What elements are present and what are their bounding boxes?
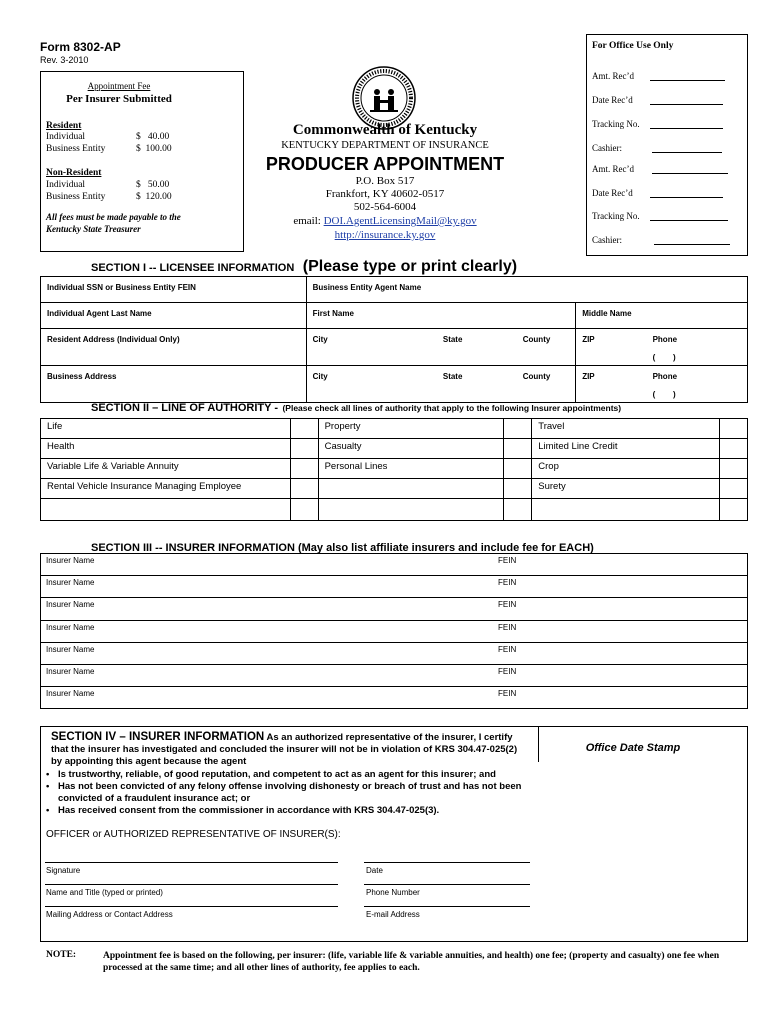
phone-number-label: Phone Number	[366, 888, 420, 897]
loa-checkbox[interactable]	[290, 499, 318, 521]
agency-email-row	[245, 215, 525, 227]
loa-checkbox[interactable]	[719, 459, 747, 479]
tracking-no-2-label: Tracking No.	[592, 211, 640, 221]
loa-row	[41, 499, 748, 521]
nonresident-business-fee: $ 120.00	[136, 192, 172, 202]
amt-recd-2-label: Amt. Rec’d	[592, 164, 634, 174]
kentucky-state-seal-icon	[352, 66, 416, 130]
business-phone-label: Phone	[652, 372, 678, 381]
tracking-no-1-label: Tracking No.	[592, 119, 640, 129]
licensee-table	[40, 276, 748, 403]
date-recd-1-label: Date Rec’d	[592, 95, 633, 105]
loa-row	[41, 419, 748, 439]
nonresident-individual-label: Individual	[46, 180, 86, 190]
loa-checkbox[interactable]	[290, 459, 318, 479]
loa-label-cell: Limited Line Credit	[532, 439, 720, 459]
insurer-fein-field[interactable]: FEIN	[498, 578, 517, 587]
loa-row	[41, 459, 748, 479]
entity-agent-name-field[interactable]	[306, 277, 747, 303]
amt-recd-2-line[interactable]	[652, 173, 728, 174]
insurer-name-field[interactable]: Insurer Name	[46, 689, 95, 698]
fee-subtitle: Per Insurer Submitted	[66, 93, 172, 105]
business-address-field[interactable]	[41, 366, 307, 403]
date-recd-2-label: Date Rec’d	[592, 188, 633, 198]
loa-checkbox[interactable]	[504, 499, 532, 521]
loa-label-cell	[41, 499, 291, 521]
loa-label-cell	[532, 499, 720, 521]
middle-name-label: Middle Name	[582, 309, 632, 318]
insurer-box	[40, 553, 748, 709]
office-date-stamp-label: Office Date Stamp	[585, 742, 681, 754]
section-1-title: SECTION I -- LICENSEE INFORMATION	[91, 262, 295, 274]
loa-label-cell: Personal Lines	[318, 459, 504, 479]
bullet-item: • Has received consent from the commissioner in accordance with KRS 304.47-025(3).	[46, 805, 532, 817]
loa-label-cell: Crop	[532, 459, 720, 479]
resident-label: Resident	[46, 121, 82, 131]
resident-address-label: Resident Address (Individual Only)	[47, 335, 180, 344]
amt-recd-1-line[interactable]	[650, 80, 725, 81]
section-1-instruction: (Please type or print clearly)	[302, 258, 518, 275]
office-use-title: For Office Use Only	[592, 41, 674, 51]
nonresident-individual-fee: $ 50.00	[136, 180, 170, 190]
insurer-row-divider	[41, 575, 747, 576]
email-label: email:	[293, 215, 321, 227]
loa-checkbox[interactable]	[504, 479, 532, 499]
tracking-no-2-line[interactable]	[650, 220, 728, 221]
business-phone-paren: ( )	[652, 390, 676, 399]
form-title: PRODUCER APPOINTMENT	[265, 154, 505, 174]
business-county-label: County	[522, 372, 551, 381]
agency-po-box: P.O. Box 517	[355, 175, 415, 187]
mailing-address-line[interactable]	[45, 906, 338, 907]
loa-label-cell	[318, 499, 504, 521]
business-phone-field[interactable]	[647, 366, 748, 403]
ssn-fein-label: Individual SSN or Business Entity FEIN	[47, 283, 196, 292]
loa-checkbox[interactable]	[290, 419, 318, 439]
business-city-label: City	[312, 372, 328, 381]
section-4-title: SECTION IV – INSURER INFORMATION	[51, 731, 265, 743]
note-label: NOTE:	[46, 950, 77, 960]
section-4-bullets	[46, 769, 532, 817]
resident-business-label: Business Entity	[46, 144, 106, 154]
section-1-heading	[91, 258, 517, 276]
first-name-label: First Name	[312, 309, 354, 318]
tracking-no-1-line[interactable]	[650, 128, 723, 129]
phone-number-line[interactable]	[364, 884, 530, 885]
loa-row	[41, 479, 748, 499]
insurer-fein-field[interactable]: FEIN	[498, 623, 517, 632]
loa-label-cell: Casualty	[318, 439, 504, 459]
entity-agent-name-label: Business Entity Agent Name	[312, 283, 422, 292]
insurer-row-divider	[41, 597, 747, 598]
commonwealth-heading: Commonwealth of Kentucky	[292, 122, 478, 138]
mailing-address-label: Mailing Address or Contact Address	[46, 910, 173, 919]
resident-zip-label: ZIP	[582, 335, 595, 344]
date-line[interactable]	[364, 862, 530, 863]
insurer-fein-field[interactable]: FEIN	[498, 689, 517, 698]
resident-business-fee: $ 100.00	[136, 144, 172, 154]
section-2-heading	[91, 398, 621, 416]
loa-checkbox[interactable]	[504, 459, 532, 479]
nonresident-business-label: Business Entity	[46, 192, 106, 202]
signature-line[interactable]	[45, 862, 338, 863]
last-name-field[interactable]	[41, 303, 307, 329]
loa-checkbox[interactable]	[719, 479, 747, 499]
loa-row	[41, 439, 748, 459]
section-3-title: SECTION III -- INSURER INFORMATION (May also list affiliate insurers and include fee for EACH)	[91, 542, 594, 554]
loa-label-cell: Rental Vehicle Insurance Managing Employee	[41, 479, 291, 499]
resident-zip-field[interactable]	[576, 329, 647, 366]
business-address-label: Business Address	[47, 372, 117, 381]
insurer-row-divider	[41, 620, 747, 621]
form-revision: Rev. 3-2010	[40, 55, 89, 65]
cashier-2-line[interactable]	[654, 244, 730, 245]
loa-label-cell: Property	[318, 419, 504, 439]
loa-checkbox[interactable]	[290, 479, 318, 499]
loa-checkbox[interactable]	[290, 439, 318, 459]
section-2-instruction: (Please check all lines of authority that apply to the following Insurer appointments)	[282, 403, 622, 413]
section-4-text	[51, 731, 529, 768]
loa-label-cell: Travel	[532, 419, 720, 439]
loa-label-cell	[318, 479, 504, 499]
resident-state-field[interactable]	[437, 329, 517, 366]
website-link[interactable]: http://insurance.ky.gov	[334, 229, 436, 241]
agency-city-zip: Frankfort, KY 40602-0517	[325, 188, 445, 200]
section-2-title: SECTION II – LINE OF AUTHORITY -	[91, 402, 279, 414]
insurer-name-field[interactable]: Insurer Name	[46, 623, 95, 632]
signature-label: Signature	[46, 866, 81, 875]
fee-box	[40, 71, 244, 252]
resident-county-label: County	[522, 335, 551, 344]
loa-checkbox[interactable]	[719, 439, 747, 459]
resident-phone-field[interactable]	[647, 329, 748, 366]
resident-address-field[interactable]	[41, 329, 307, 366]
insurer-name-field[interactable]: Insurer Name	[46, 645, 95, 654]
loa-label-cell: Life	[41, 419, 291, 439]
business-city-field[interactable]	[306, 366, 437, 403]
name-title-line[interactable]	[45, 884, 338, 885]
cashier-1-line[interactable]	[652, 152, 722, 153]
note-text: Appointment fee is based on the following, per insurer: (life, variable life & variable annuities, and health) one fee; (property and casualty) one fee when processed at the same time; and all other lines of authority, fee applies to each.	[103, 951, 720, 973]
resident-county-field[interactable]	[517, 329, 576, 366]
resident-individual-fee: $ 40.00	[136, 132, 170, 142]
middle-name-field[interactable]	[576, 303, 748, 329]
resident-city-field[interactable]	[306, 329, 437, 366]
officer-label: OFFICER or AUTHORIZED REPRESENTATIVE OF INSURER(S):	[46, 829, 341, 840]
agency-phone: 502-564-6004	[353, 201, 417, 213]
business-zip-field[interactable]	[576, 366, 647, 403]
cashier-2-label: Cashier:	[592, 235, 622, 245]
name-title-label: Name and Title (typed or printed)	[46, 888, 163, 897]
email-link[interactable]: DOI.AgentLicensingMail@ky.gov	[323, 215, 477, 227]
insurer-fein-field[interactable]: FEIN	[498, 556, 517, 565]
insurer-fein-field[interactable]: FEIN	[498, 600, 517, 609]
office-stamp-divider	[538, 727, 539, 762]
insurer-name-field[interactable]: Insurer Name	[46, 600, 95, 609]
cashier-1-label: Cashier:	[592, 143, 622, 153]
business-county-field[interactable]	[517, 366, 576, 403]
last-name-label: Individual Agent Last Name	[47, 309, 152, 318]
section-4-lead: As an authorized representative of the insurer, I certify that the insurer has investigated and concluded the insurer will not be in violation of KRS 304.47-025(2) by appointing this agent because the agent	[51, 732, 518, 767]
business-state-label: State	[442, 372, 463, 381]
resident-city-label: City	[312, 335, 328, 344]
loa-checkbox[interactable]	[504, 439, 532, 459]
insurer-name-field[interactable]: Insurer Name	[46, 667, 95, 676]
resident-state-label: State	[442, 335, 463, 344]
insurer-name-field[interactable]: Insurer Name	[46, 556, 95, 565]
loa-label-cell: Variable Life & Variable Annuity	[41, 459, 291, 479]
date-label: Date	[366, 866, 383, 875]
loa-checkbox[interactable]	[719, 499, 747, 521]
form-number: Form 8302-AP	[40, 40, 121, 54]
loa-label-cell: Surety	[532, 479, 720, 499]
line-of-authority-table	[40, 418, 748, 521]
loa-checkbox[interactable]	[504, 419, 532, 439]
insurer-fein-field[interactable]: FEIN	[498, 645, 517, 654]
date-recd-1-line[interactable]	[650, 104, 723, 105]
fee-title: Appointment Fee	[87, 81, 151, 91]
loa-label-cell: Health	[41, 439, 291, 459]
insurer-row-divider	[41, 664, 747, 665]
resident-phone-label: Phone	[652, 335, 678, 344]
ssn-fein-field[interactable]	[41, 277, 307, 303]
first-name-field[interactable]	[306, 303, 576, 329]
business-state-field[interactable]	[437, 366, 517, 403]
bullet-item: • Has not been convicted of any felony offense involving dishonesty or breach of trust and has not been convicted of a fraudulent insurance act; or	[46, 781, 532, 805]
email-address-label: E-mail Address	[366, 910, 420, 919]
loa-checkbox[interactable]	[719, 419, 747, 439]
email-address-line[interactable]	[364, 906, 530, 907]
payable-note: All fees must be made payable to the Kentucky State Treasurer	[46, 212, 181, 234]
insurer-name-field[interactable]: Insurer Name	[46, 578, 95, 587]
insurer-row-divider	[41, 642, 747, 643]
department-heading: KENTUCKY DEPARTMENT OF INSURANCE	[281, 140, 489, 151]
insurer-fein-field[interactable]: FEIN	[498, 667, 517, 676]
date-recd-2-line[interactable]	[650, 197, 723, 198]
insurer-row-divider	[41, 686, 747, 687]
bullet-item: • Is trustworthy, reliable, of good reputation, and competent to act as an agent for this insurer; and	[46, 769, 532, 781]
resident-individual-label: Individual	[46, 132, 86, 142]
nonresident-label: Non-Resident	[46, 168, 102, 178]
amt-recd-1-label: Amt. Rec’d	[592, 71, 634, 81]
resident-phone-paren: ( )	[652, 353, 676, 362]
business-zip-label: ZIP	[582, 372, 595, 381]
